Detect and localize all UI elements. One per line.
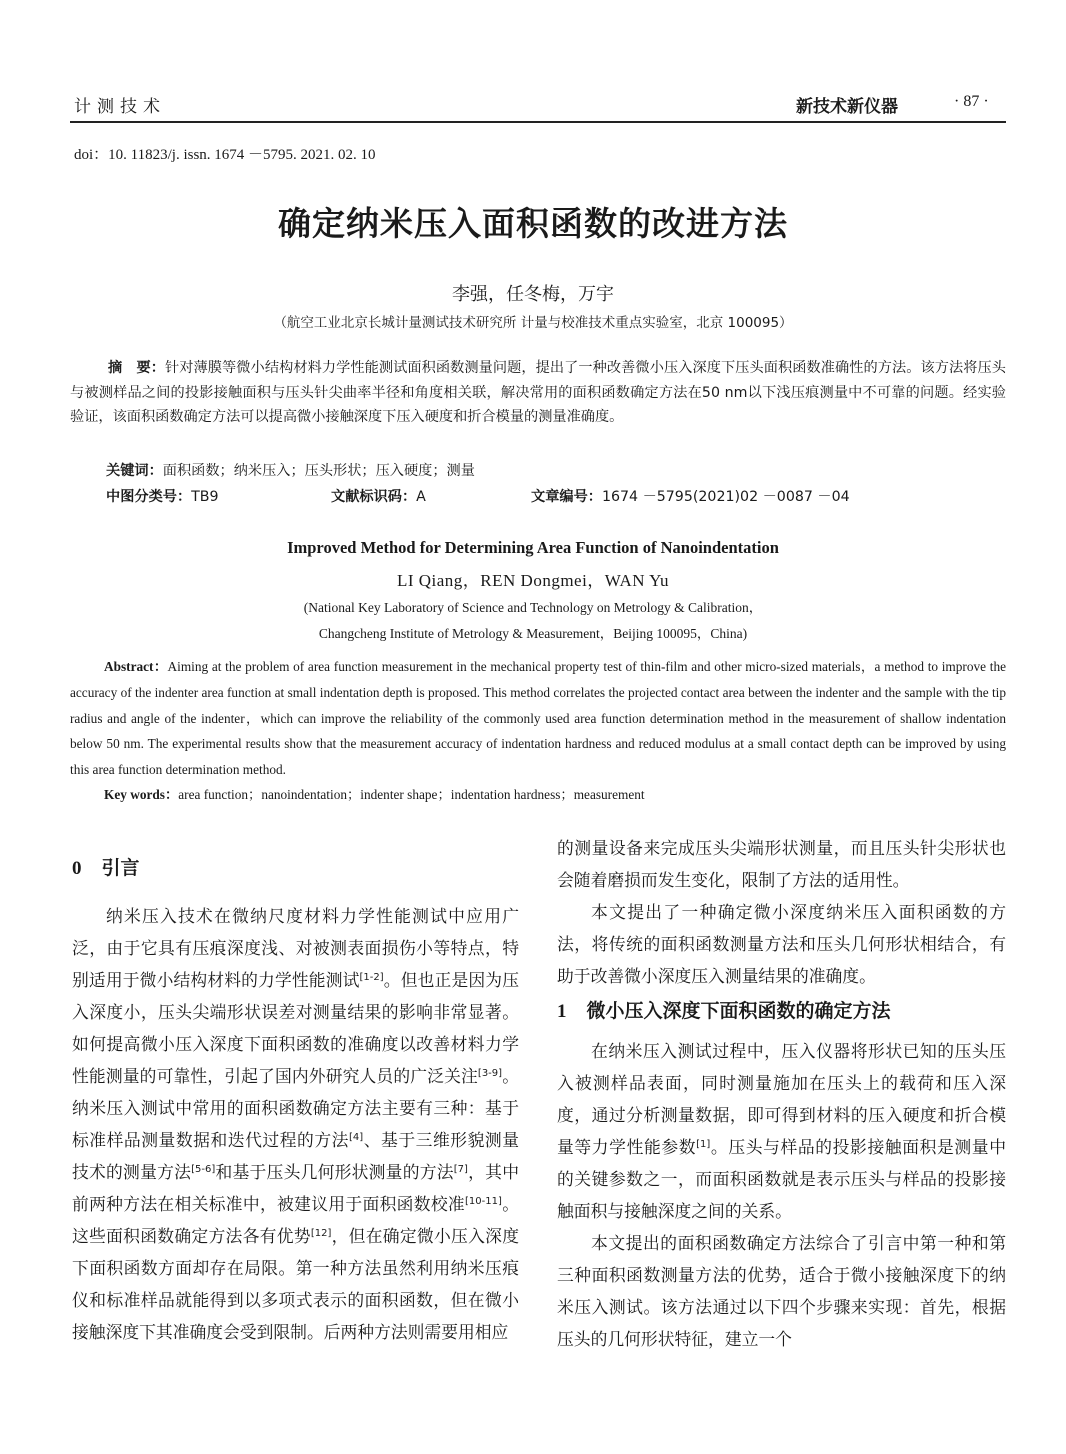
abstract-zh-label: 摘 要：	[108, 360, 166, 376]
journal-name: 计测技术	[74, 97, 166, 117]
section-0-number: 0	[72, 858, 82, 879]
keywords-en	[104, 784, 645, 803]
section-1-paragraph-1	[557, 1035, 1006, 1227]
paper-title-zh: 确定纳米压入面积函数的改进方法	[278, 204, 788, 243]
section-0-title: 引言	[101, 857, 140, 879]
p3-text-2: 。压头与样品的投影接触面积是测量中的关键参数之一，而面积函数就是表示压头与样品的投影接触面积与接触深度之间的关系。	[557, 1137, 1006, 1221]
section-1-title: 微小压入深度下面积函数的确定方法	[586, 1000, 891, 1022]
p1-text-1: 纳米压入技术在微纳尺度材料力学性能测试中应用广泛，由于它具有压痕深度浅、对被测表面损伤小等特点，特别适用于微小结构材料的力学性能测试	[72, 906, 519, 990]
left-column	[72, 900, 519, 1348]
paper-title-en: Improved Method for Determining Area Function of Nanoindentation	[287, 538, 779, 557]
intro-paragraph-1	[72, 900, 519, 1348]
affiliation-en-line1: (National Key Laboratory of Science and Technology on Metrology & Calibration，	[303, 600, 763, 615]
citation: [5-6]	[191, 1164, 216, 1175]
citation: [3-9]	[477, 1068, 503, 1079]
abstract-zh-text: 针对薄膜等微小结构材料力学性能测试面积函数测量问题，提出了一种改善微小压入深度下压头面积函数准确性的方法。该方法将压头与被测样品之间的投影接触面积与压头针尖曲率半径和角度相关联，解决常用的面积函数确定方法在50 nm以下浅压痕测量中不可靠的问题。经实验验证，该面积函数确定方法可以提高微小接触深度下压入硬度和折合模量的测量准确度。	[70, 360, 1006, 425]
authors-zh: 李强，任冬梅，万宇	[452, 284, 614, 305]
section-1-paragraph-2: 本文提出的面积函数确定方法综合了引言中第一种和第三种面积函数测量方法的优势，适合于微小接触深度下的纳米压入测试。该方法通过以下四个步骤来实现：首先，根据压头的几何形状特征，建立一个	[557, 1233, 1006, 1349]
doc-code-value: A	[416, 489, 426, 505]
right-column-bottom	[557, 1035, 1006, 1355]
p1-text-6: ，其中前两种方法在相关标准中，被建议用于面积函数校准	[72, 1162, 519, 1214]
right-column-top	[557, 832, 1006, 992]
affiliation-en-line2: Changcheng Institute of Metrology & Measurement，Beijing 100095，China)	[318, 626, 748, 641]
p1-text-4: 、基于三维形貌测量技术的测量方法	[72, 1130, 519, 1182]
article-number-value: 1674 －5795(2021)02 －0087 －04	[601, 489, 850, 505]
citation: [1-2]	[359, 972, 384, 983]
section-1-number: 1	[557, 1001, 567, 1022]
citation: [4]	[349, 1132, 364, 1143]
page-number: · 87 ·	[954, 93, 989, 110]
keywords-zh-label: 关键词：	[106, 463, 163, 479]
abstract-en-label: Abstract：	[104, 659, 168, 674]
p3-text-1: 在纳米压入测试过程中，压入仪器将形状已知的压头压入被测样品表面，同时测量施加在压头上的载荷和压入深度，通过分析测量数据，即可得到材料的压入硬度和折合模量等力学性能参数	[557, 1041, 1006, 1157]
affiliation-zh: （航空工业北京长城计量测试技术研究所 计量与校准技术重点实验室，北京 100095）	[273, 315, 793, 331]
citation: [10-11]	[465, 1196, 502, 1207]
citation: [1]	[696, 1139, 711, 1150]
p1-text-7: 。这些面积函数确定方法各有优势	[72, 1194, 519, 1246]
keywords-zh	[106, 460, 475, 480]
citation: [12]	[310, 1228, 332, 1239]
clc-number	[106, 486, 219, 506]
p1-text-8: ，但在确定微小压入深度下面积函数方面却存在局限。第一种方法虽然利用纳米压痕仪和标准样品就能得到以多项式表示的面积函数，但在微小接触深度下其准确度会受到限制。后两种方法则需要用相应	[72, 1226, 519, 1342]
section-1-heading	[557, 996, 891, 1023]
p1-text-3: 。纳米压入测试中常用的面积函数确定方法主要有三种：基于标准样品测量数据和迭代过程的方法	[72, 1066, 519, 1150]
abstract-en-text: Aiming at the problem of area function measurement in the mechanical property test of thin-film and other micro-sized materials，a method to improve the accuracy of the indenter area function at small indentation depth is proposed. This method correlates the projected contact area between the indenter and the sample with the tip radius and angle of the indenter，which can improve the reliability of the commonly used area function determination method in the measurement of shallow indentation below 50 nm. The experimental results show that the measurement accuracy of indentation hardness and reduced modulus at a small contact depth can be improved by using this area function determination method.	[70, 659, 1006, 778]
doc-code-label: 文献标识码：	[331, 489, 417, 505]
citation: [7]	[453, 1164, 468, 1175]
doi: doi：10. 11823/j. issn. 1674 －5795. 2021. 02. 10	[74, 147, 376, 163]
keywords-en-label: Key words：	[104, 787, 179, 802]
intro-paragraph-2: 本文提出了一种确定微小深度纳米压入面积函数的方法，将传统的面积函数测量方法和压头几何形状相结合，有助于改善微小深度压入测量结果的准确度。	[557, 902, 1006, 986]
abstract-en	[70, 654, 1006, 783]
p1-text-2: 。但也正是因为压入深度小，压头尖端形状误差对测量结果的影响非常显著。如何提高微小压入深度下面积函数的准确度以改善材料力学性能测量的可靠性，引起了国内外研究人员的广泛关注	[72, 970, 519, 1086]
doc-code	[331, 486, 426, 506]
keywords-en-text: area function；nanoindentation；indenter shape；indentation hardness；measurement	[178, 787, 645, 802]
header-rule	[70, 121, 1006, 123]
section-name: 新技术新仪器	[796, 97, 898, 117]
article-number-label: 文章编号：	[531, 489, 602, 505]
keywords-zh-text: 面积函数；纳米压入；压头形状；压入硬度；测量	[162, 463, 475, 479]
article-number	[531, 486, 850, 506]
clc-value: TB9	[191, 489, 219, 505]
section-0-heading	[72, 853, 140, 880]
authors-en: LI Qiang，REN Dongmei，WAN Yu	[396, 571, 670, 590]
p1-text-5: 和基于压头几何形状测量的方法	[215, 1162, 454, 1182]
continued-paragraph: 的测量设备来完成压头尖端形状测量，而且压头针尖形状也会随着磨损而发生变化，限制了方法的适用性。	[557, 838, 1006, 890]
abstract-zh	[70, 356, 1006, 430]
clc-label: 中图分类号：	[106, 489, 192, 505]
